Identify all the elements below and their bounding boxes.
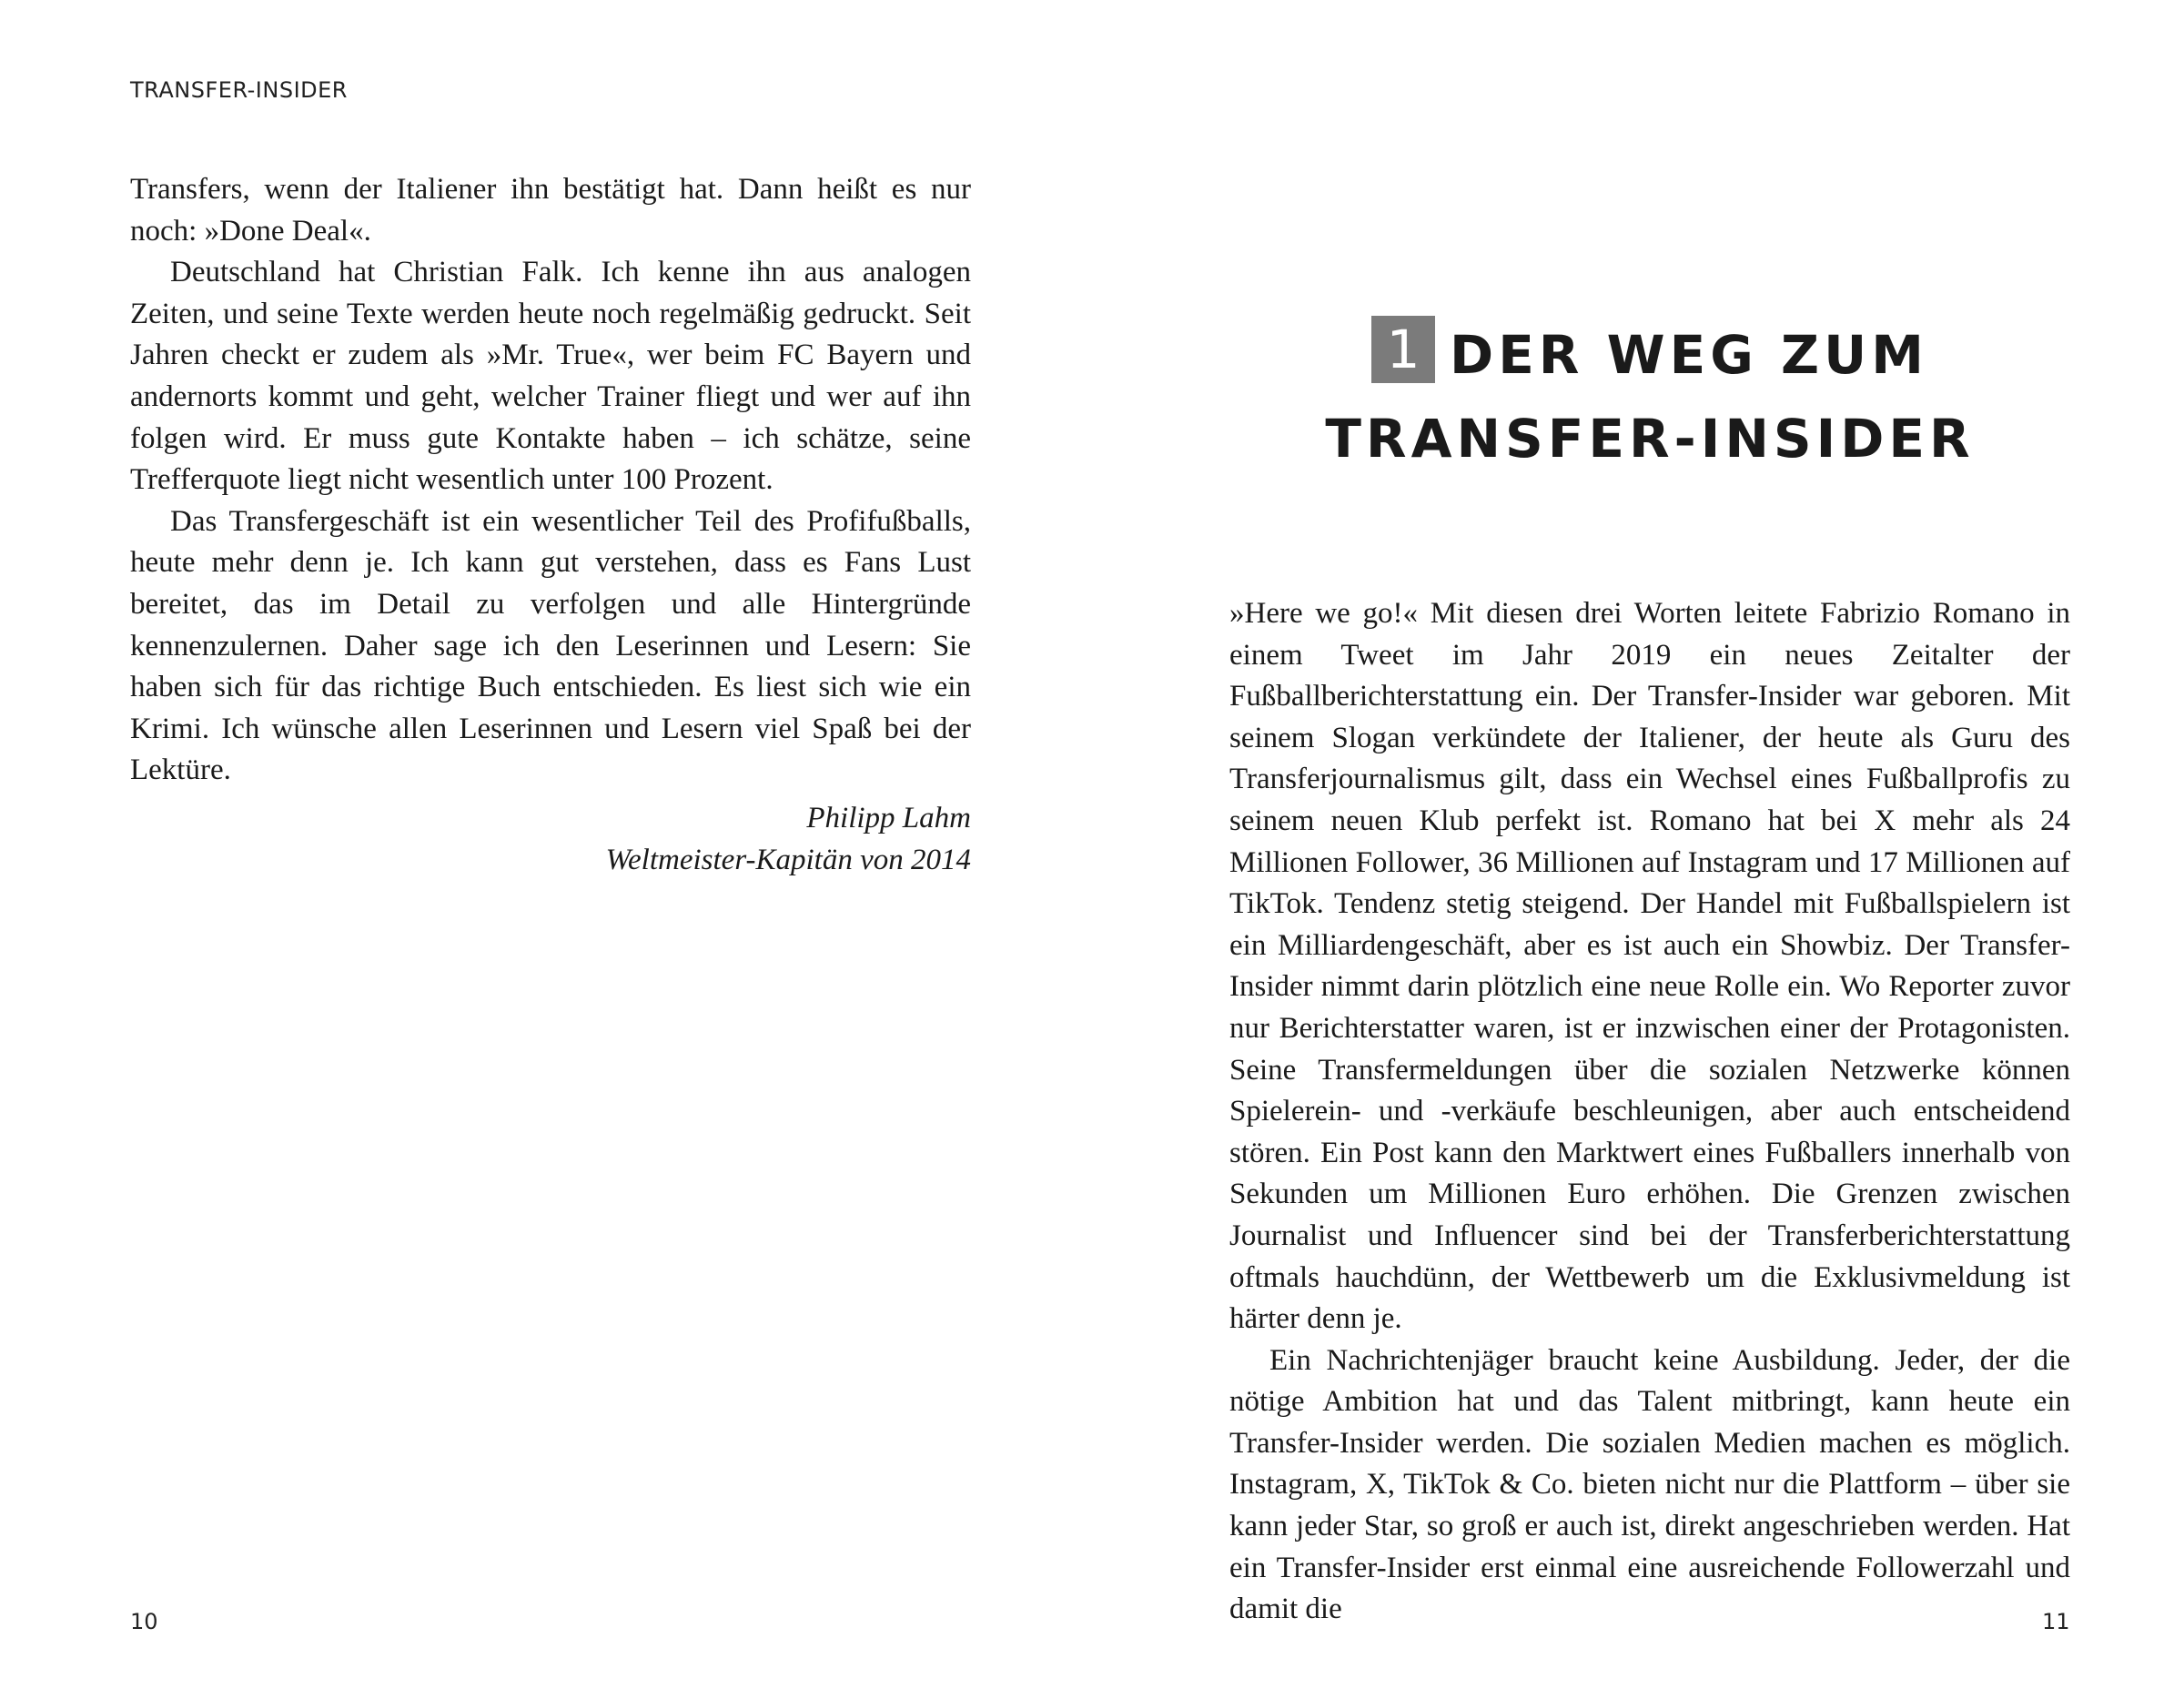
signature-name: Philipp Lahm: [806, 802, 971, 834]
chapter-number-badge: 1: [1371, 316, 1435, 383]
chapter-heading: [1219, 313, 2080, 480]
signature-title: Weltmeister-Kapitän von 2014: [605, 844, 971, 876]
left-paragraph-1: Transfers, wenn der Italiener ihn bestätigt hat. Dann heißt es nur noch: »Done Deal«.: [130, 173, 971, 248]
page-number-right: 11: [2042, 1609, 2070, 1634]
left-paragraph-3: Das Transfergeschäft ist ein wesentlicher Teil des Profifußballs, heute mehr denn je. Ich kann gut verstehen, dass es Fans Lust bereitet, das im Detail zu verfolgen und alle Hintergründe kennenzulernen. Daher sage ich den Leserinnen und Lesern: Sie haben sich für das richtige Buch entschieden. Es liest sich wie ein Krimi. Ich wünsche allen Leserinnen und Lesern viel Spaß bei der Lektüre.: [130, 504, 971, 787]
right-paragraph-2: Ein Nachrichtenjäger braucht keine Ausbildung. Jeder, der die nötige Ambition hat und das Talent mitbringt, kann heute ein Transfer-Insider werden. Die sozialen Medien machen es möglich. Instagram, X, TikTok & Co. bieten nicht nur die Plattform – über sie kann jeder Star, so groß er auch ist, direkt angeschrieben werden. Hat ein Transfer-Insider erst einmal eine ausreichende Followerzahl und damit die: [1229, 1343, 2070, 1626]
chapter-title-text-1: DER WEG ZUM: [1450, 324, 1928, 386]
right-paragraph-1: »Here we go!« Mit diesen drei Worten leitete Fabrizio Romano in einem Tweet im Jahr 2019 ein neues Zeitalter der Fußballberichterstattung ein. Der Transfer-Insider war geboren. Mit seinem Slogan verkündete der Italiener, der heute als Guru des Transferjournalismus gilt, dass ein Wechsel eines Fußballprofis zu seinem neuen Klub perfekt ist. Romano hat bei X mehr als 24 Millionen Follower, 36 Millionen auf Instagram und 17 Millionen auf TikTok. Tendenz stetig steigend. Der Handel mit Fußballspielern ist ein Milliardengeschäft, aber es ist auch ein Showbiz. Der Transfer-Insider nimmt darin plötzlich eine neue Rolle ein. Wo Reporter zuvor nur Berichterstatter waren, ist er inzwischen einer der Protagonisten. Seine Transfermeldungen über die sozialen Netzwerke können Spielerein- und -verkäufe beschleunigen, aber auch entscheidend stören. Ein Post kann den Marktwert eines Fußballers innerhalb von Sekunden um Millionen Euro erhöhen. Die Grenzen zwischen Journalist und Influencer sind bei der Transferberichterstattung oftmals hauchdünn, der Wettbewerb um die Exklusivmeldung ist härter denn je.: [1229, 597, 2070, 1336]
running-head: TRANSFER-INSIDER: [130, 77, 348, 103]
foreword-signature: [546, 797, 971, 881]
chapter-title-line-1: [1219, 313, 2080, 397]
right-page-body: [1229, 593, 2070, 1631]
left-paragraph-2: Deutschland hat Christian Falk. Ich kenne ihn aus analogen Zeiten, und seine Texte werden heute noch regelmäßig gedruckt. Seit Jahren checkt er zudem als »Mr. True«, wer beim FC Bayern und andernorts kommt und geht, welcher Trainer fliegt und wer auf ihn folgen wird. Er muss gute Kontakte haben – ich schätze, seine Trefferquote liegt nicht wesentlich unter 100 Prozent.: [130, 256, 971, 497]
left-page-body: [130, 169, 971, 792]
page-number-left: 10: [130, 1609, 158, 1634]
chapter-title-line-2: TRANSFER-INSIDER: [1325, 408, 1975, 470]
